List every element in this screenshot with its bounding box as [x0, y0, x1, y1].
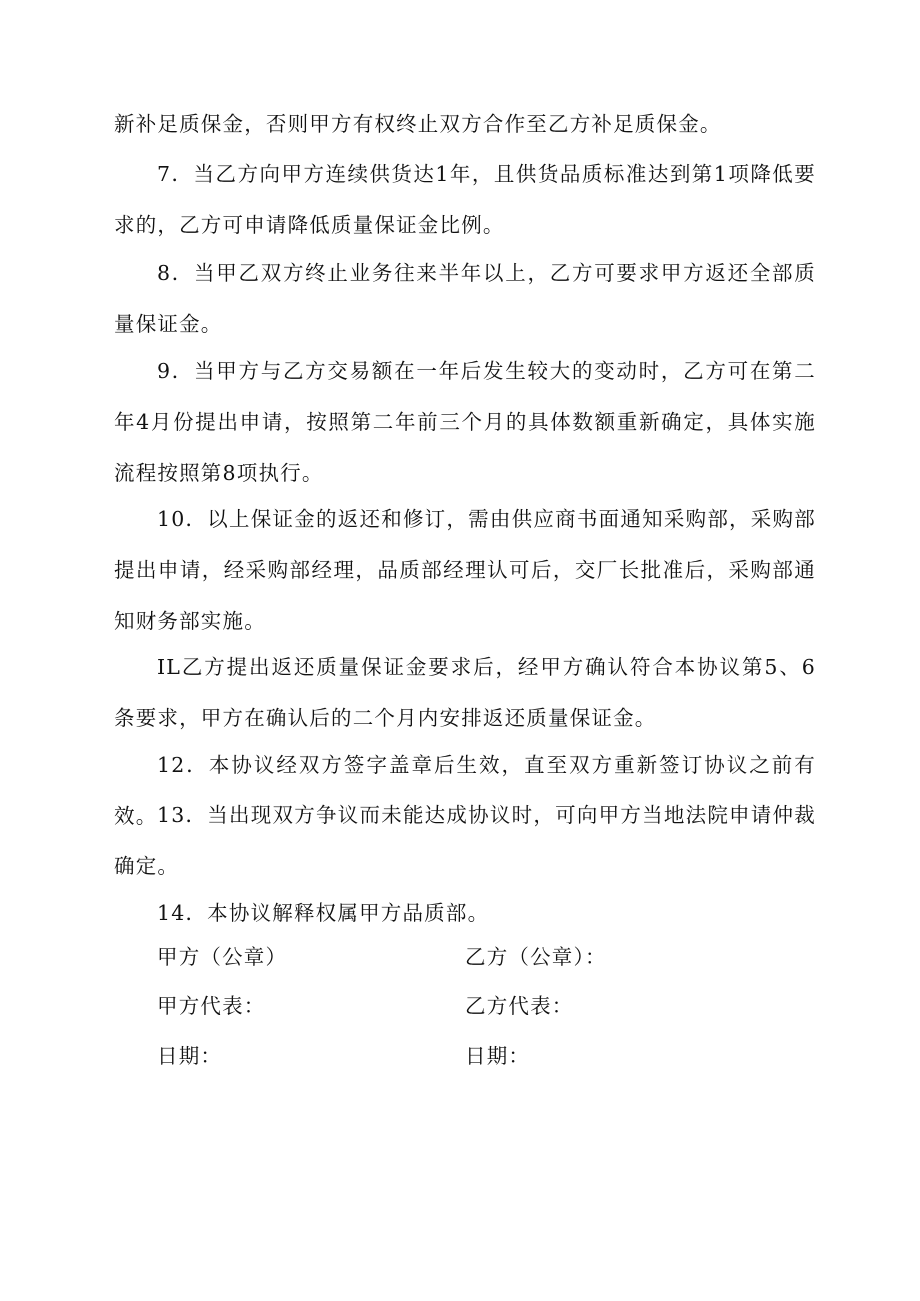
- party-a-date-label: 日期：: [157, 1044, 223, 1068]
- paragraph-continuation: 新补足质保金，否则甲方有权终止双方合作至乙方补足质保金。: [114, 112, 722, 136]
- signature-date-row: [157, 1039, 797, 1079]
- party-b-date-label: 日期：: [465, 1044, 531, 1068]
- signature-representative-row: [157, 989, 797, 1029]
- paragraph-item-11: IL乙方提出返还质量保证金要求后，经甲方确认符合本协议第5、6条要求，甲方在确认后的二个月内安排返还质量保证金。: [114, 655, 816, 730]
- party-b-seal-label: 乙方（公章）：: [465, 945, 607, 969]
- paragraph-item-14: 14．本协议解释权属甲方品质部。: [157, 901, 490, 925]
- party-a-representative-label: 甲方代表：: [157, 994, 266, 1018]
- party-a-seal-label: 甲方（公章）: [157, 945, 288, 969]
- paragraph-item-10: 10．以上保证金的返还和修订，需由供应商书面通知采购部，采购部提出申请，经采购部经理，品质部经理认可后，交厂长批准后，采购部通知财务部实施。: [114, 507, 816, 633]
- paragraph-item-9: 9．当甲方与乙方交易额在一年后发生较大的变动时，乙方可在第二年4月份提出申请，按照第二年前三个月的具体数额重新确定，具体实施流程按照第8项执行。: [114, 359, 816, 485]
- paragraph-item-7: 7．当乙方向甲方连续供货达1年，且供货品质标准达到第1项降低要求的，乙方可申请降低质量保证金比例。: [114, 162, 816, 237]
- signature-seal-row: [157, 940, 797, 980]
- paragraph-item-12: 12．本协议经双方签字盖章后生效，直至双方重新签订协议之前有效。: [114, 753, 816, 828]
- paragraph-item-8: 8．当甲乙双方终止业务往来半年以上，乙方可要求甲方返还全部质量保证金。: [114, 261, 816, 336]
- party-b-representative-label: 乙方代表：: [465, 994, 574, 1018]
- paragraph-item-13: 13．当出现双方争议而未能达成协议时，可向甲方当地法院申请仲裁确定。: [114, 803, 816, 878]
